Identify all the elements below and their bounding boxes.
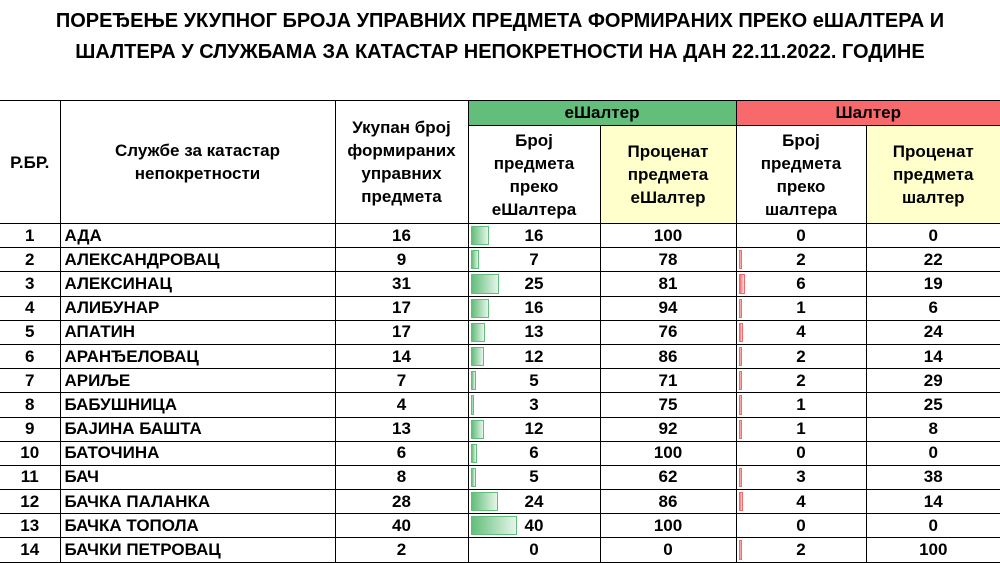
- cell-eshalter-count: [468, 272, 600, 296]
- cell-rb: 2: [0, 248, 60, 272]
- cell-total: 4: [335, 393, 468, 417]
- cell-eshalter-count-value: 5: [529, 370, 539, 390]
- cell-rb: 11: [0, 465, 60, 489]
- table-row: [0, 224, 1000, 248]
- cell-rb: 7: [0, 369, 60, 393]
- cell-total: 2: [335, 538, 468, 562]
- table-body: [0, 224, 1000, 563]
- cell-eshalter-count-value: 12: [524, 419, 544, 439]
- header-total: Укупан број формираних управних предмета: [335, 101, 468, 224]
- table-row: [0, 272, 1000, 296]
- shalter-data-bar: [739, 540, 742, 559]
- cell-shalter-count: [736, 248, 866, 272]
- cell-eshalter-pct: 71: [600, 369, 736, 393]
- cell-eshalter-count-value: 7: [529, 249, 539, 269]
- shalter-data-bar: [739, 371, 742, 390]
- shalter-data-bar: [739, 299, 742, 318]
- cell-shalter-count-value: 0: [796, 515, 806, 535]
- cell-service-name: БАЧКИ ПЕТРОВАЦ: [60, 538, 335, 562]
- cell-rb: 3: [0, 272, 60, 296]
- cell-eshalter-count: [468, 296, 600, 320]
- cell-shalter-pct: 19: [866, 272, 1000, 296]
- title-line-1: ПОРЕЂЕЊЕ УКУПНОГ БРОЈА УПРАВНИХ ПРЕДМЕТА ФОРМИРАНИХ ПРЕКО еШАЛТЕРА И: [55, 10, 945, 32]
- cell-total: 40: [335, 514, 468, 538]
- shalter-data-bar: [739, 468, 742, 487]
- shalter-data-bar: [739, 323, 744, 342]
- cell-shalter-count-value: 0: [796, 443, 806, 463]
- cell-shalter-count-value: 2: [796, 540, 806, 560]
- eshalter-data-bar: [471, 250, 479, 269]
- cell-total: 13: [335, 417, 468, 441]
- cell-service-name: АРАНЂЕЛОВАЦ: [60, 344, 335, 368]
- cell-eshalter-count: [468, 393, 600, 417]
- cell-total: 8: [335, 465, 468, 489]
- eshalter-data-bar: [471, 516, 517, 535]
- shalter-data-bar: [739, 250, 742, 269]
- shalter-data-bar: [739, 274, 746, 293]
- cell-shalter-pct: 29: [866, 369, 1000, 393]
- table-row: [0, 344, 1000, 368]
- cell-eshalter-pct: 81: [600, 272, 736, 296]
- cell-eshalter-count-value: 16: [524, 298, 544, 318]
- cell-total: 7: [335, 369, 468, 393]
- cell-eshalter-pct: 92: [600, 417, 736, 441]
- shalter-data-bar: [739, 395, 742, 414]
- header-shalter-count: Број предмета преко шалтера: [736, 126, 866, 224]
- cell-service-name: АЛЕКСИНАЦ: [60, 272, 335, 296]
- cell-total: 31: [335, 272, 468, 296]
- cell-shalter-pct: 14: [866, 344, 1000, 368]
- cell-eshalter-count-value: 16: [524, 225, 544, 245]
- eshalter-data-bar: [471, 323, 486, 342]
- table-row: [0, 490, 1000, 514]
- header-service: Службе за катастар непокретности: [60, 101, 335, 224]
- cell-rb: 8: [0, 393, 60, 417]
- cell-rb: 6: [0, 344, 60, 368]
- header-eshalter-count: Број предмета преко еШалтера: [468, 126, 600, 224]
- header-rb: Р.БР.: [0, 101, 60, 224]
- cell-service-name: АДА: [60, 224, 335, 248]
- eshalter-data-bar: [471, 347, 485, 366]
- cell-rb: 9: [0, 417, 60, 441]
- cell-eshalter-pct: 94: [600, 296, 736, 320]
- cell-shalter-count-value: 4: [796, 322, 806, 342]
- cell-shalter-pct: 25: [866, 393, 1000, 417]
- cell-eshalter-pct: 0: [600, 538, 736, 562]
- cell-shalter-count: [736, 369, 866, 393]
- cell-eshalter-count-value: 12: [524, 346, 544, 366]
- cell-shalter-count: [736, 465, 866, 489]
- cell-shalter-count: [736, 538, 866, 562]
- cell-shalter-count: [736, 272, 866, 296]
- cell-shalter-count-value: 1: [796, 394, 806, 414]
- cell-total: 17: [335, 296, 468, 320]
- cell-eshalter-pct: 100: [600, 514, 736, 538]
- eshalter-data-bar: [471, 299, 489, 318]
- shalter-data-bar: [739, 492, 744, 511]
- cell-service-name: БАЧКА ТОПОЛА: [60, 514, 335, 538]
- cell-rb: 10: [0, 441, 60, 465]
- header-shalter-pct: Проценат предмета шалтер: [866, 126, 1000, 224]
- cell-eshalter-count-value: 0: [529, 540, 539, 560]
- document-title: [0, 6, 1000, 68]
- cell-shalter-count: [736, 417, 866, 441]
- cell-eshalter-count: [468, 248, 600, 272]
- cell-shalter-count: [736, 296, 866, 320]
- eshalter-data-bar: [471, 420, 485, 439]
- cell-shalter-pct: 0: [866, 224, 1000, 248]
- cell-eshalter-count-value: 3: [529, 394, 539, 414]
- cell-eshalter-count: [468, 441, 600, 465]
- cell-eshalter-count: [468, 369, 600, 393]
- cell-shalter-pct: 8: [866, 417, 1000, 441]
- cell-rb: 4: [0, 296, 60, 320]
- cell-eshalter-pct: 62: [600, 465, 736, 489]
- cell-eshalter-count-value: 25: [524, 273, 544, 293]
- cell-service-name: АЛИБУНАР: [60, 296, 335, 320]
- eshalter-data-bar: [471, 371, 477, 390]
- header-eshalter-pct: Проценат предмета еШалтер: [600, 126, 736, 224]
- cell-eshalter-count-value: 5: [529, 467, 539, 487]
- cell-eshalter-count: [468, 417, 600, 441]
- cell-eshalter-pct: 75: [600, 393, 736, 417]
- cell-eshalter-pct: 76: [600, 320, 736, 344]
- header-eshalter-group: еШалтер: [468, 101, 736, 126]
- cell-service-name: АПАТИН: [60, 320, 335, 344]
- cell-shalter-count: [736, 441, 866, 465]
- cell-eshalter-pct: 86: [600, 490, 736, 514]
- cell-shalter-count: [736, 514, 866, 538]
- table-row: [0, 393, 1000, 417]
- cell-service-name: БАБУШНИЦА: [60, 393, 335, 417]
- cell-total: 28: [335, 490, 468, 514]
- table-row: [0, 514, 1000, 538]
- eshalter-data-bar: [471, 395, 474, 414]
- table-row: [0, 441, 1000, 465]
- cell-total: 17: [335, 320, 468, 344]
- cell-rb: 13: [0, 514, 60, 538]
- cell-eshalter-count: [468, 514, 600, 538]
- cell-shalter-count: [736, 393, 866, 417]
- cell-eshalter-count-value: 40: [524, 515, 544, 535]
- cell-shalter-count-value: 2: [796, 346, 806, 366]
- cell-total: 6: [335, 441, 468, 465]
- cell-service-name: БАТОЧИНА: [60, 441, 335, 465]
- cell-shalter-count-value: 1: [796, 419, 806, 439]
- eshalter-data-bar: [471, 492, 499, 511]
- shalter-data-bar: [739, 347, 742, 366]
- table-row: [0, 296, 1000, 320]
- eshalter-data-bar: [471, 274, 500, 293]
- cell-total: 9: [335, 248, 468, 272]
- cell-eshalter-count-value: 24: [524, 491, 544, 511]
- cell-eshalter-count-value: 6: [529, 443, 539, 463]
- table-row: [0, 538, 1000, 562]
- eshalter-data-bar: [471, 468, 477, 487]
- cell-total: 14: [335, 344, 468, 368]
- cell-eshalter-count: [468, 465, 600, 489]
- cell-rb: 14: [0, 538, 60, 562]
- cell-shalter-count-value: 1: [796, 298, 806, 318]
- cell-shalter-pct: 100: [866, 538, 1000, 562]
- cell-shalter-pct: 0: [866, 441, 1000, 465]
- cell-eshalter-pct: 100: [600, 224, 736, 248]
- cell-shalter-pct: 24: [866, 320, 1000, 344]
- table-row: [0, 320, 1000, 344]
- cell-total: 16: [335, 224, 468, 248]
- cell-rb: 12: [0, 490, 60, 514]
- cell-shalter-count-value: 3: [796, 467, 806, 487]
- cell-eshalter-count: [468, 490, 600, 514]
- table-row: [0, 465, 1000, 489]
- cell-shalter-count-value: 2: [796, 249, 806, 269]
- cell-service-name: АРИЉЕ: [60, 369, 335, 393]
- header-shalter-group: Шалтер: [736, 101, 1000, 126]
- cell-shalter-count-value: 2: [796, 370, 806, 390]
- cell-eshalter-count: [468, 320, 600, 344]
- cell-eshalter-count: [468, 344, 600, 368]
- cell-service-name: БАЈИНА БАШТА: [60, 417, 335, 441]
- title-line-2: ШАЛТЕРА У СЛУЖБАМА ЗА КАТАСТАР НЕПОКРЕТНОСТИ НА ДАН 22.11.2022. ГОДИНЕ: [75, 41, 925, 63]
- cell-eshalter-pct: 100: [600, 441, 736, 465]
- cell-shalter-count-value: 0: [796, 225, 806, 245]
- cell-shalter-pct: 0: [866, 514, 1000, 538]
- eshalter-data-bar: [471, 226, 489, 245]
- cell-rb: 5: [0, 320, 60, 344]
- table-row: [0, 248, 1000, 272]
- cell-eshalter-pct: 78: [600, 248, 736, 272]
- cell-eshalter-pct: 86: [600, 344, 736, 368]
- cell-service-name: АЛЕКСАНДРОВАЦ: [60, 248, 335, 272]
- cell-service-name: БАЧКА ПАЛАНКА: [60, 490, 335, 514]
- cadastre-comparison-table: [0, 100, 1000, 563]
- cell-shalter-count: [736, 224, 866, 248]
- cell-rb: 1: [0, 224, 60, 248]
- cell-shalter-count-value: 4: [796, 491, 806, 511]
- cell-service-name: БАЧ: [60, 465, 335, 489]
- cell-shalter-pct: 14: [866, 490, 1000, 514]
- cell-eshalter-count-value: 13: [524, 322, 544, 342]
- cell-shalter-count: [736, 490, 866, 514]
- cell-shalter-count-value: 6: [796, 273, 806, 293]
- cell-shalter-pct: 6: [866, 296, 1000, 320]
- shalter-data-bar: [739, 420, 742, 439]
- eshalter-data-bar: [471, 444, 478, 463]
- cell-shalter-pct: 22: [866, 248, 1000, 272]
- cell-eshalter-count: [468, 538, 600, 562]
- cell-shalter-count: [736, 344, 866, 368]
- cell-eshalter-count: [468, 224, 600, 248]
- table-row: [0, 369, 1000, 393]
- cell-shalter-count: [736, 320, 866, 344]
- table-row: [0, 417, 1000, 441]
- cell-shalter-pct: 38: [866, 465, 1000, 489]
